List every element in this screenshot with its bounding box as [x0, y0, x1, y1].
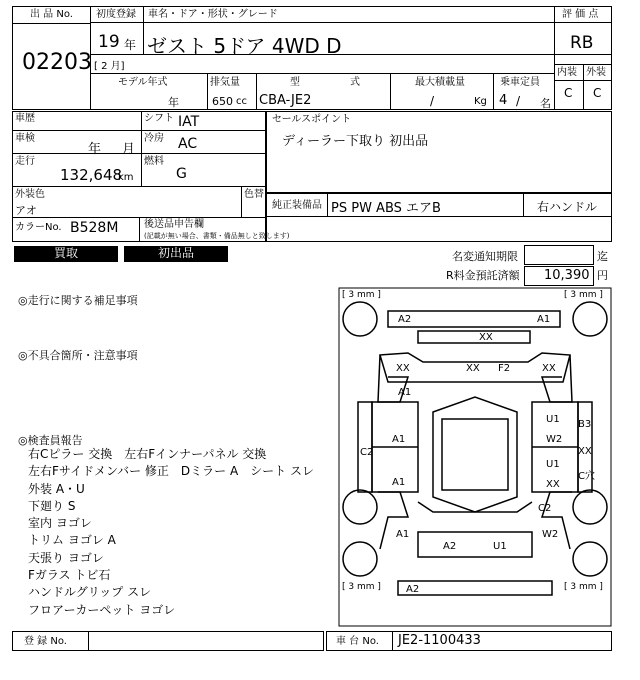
- first-registration-label: 初度登録: [96, 9, 136, 20]
- inspector-line: ハンドルグリップ スレ: [28, 585, 152, 600]
- registration-year: 19: [98, 32, 120, 52]
- damage-left-front-door: A1: [392, 434, 406, 445]
- inspection-month: 月: [122, 142, 136, 157]
- inspector-line: 下廻り S: [28, 498, 76, 513]
- defects-title: ◎不具合箇所・注意事項: [18, 349, 138, 362]
- damage-door-front-right-b: W2: [546, 434, 563, 445]
- transfer-deadline-label: 名変通知期限: [452, 250, 518, 263]
- interior-grade: C: [564, 86, 573, 100]
- steering-side: 右ハンドル: [537, 200, 598, 214]
- shift-label: シフト: [144, 113, 174, 124]
- equipment-label: 純正装備品: [272, 200, 322, 211]
- model-year-unit: 年: [168, 96, 179, 109]
- damage-quarter-right: C2: [538, 503, 552, 514]
- color-change-label: 色替: [244, 189, 264, 200]
- damage-rocker-right-top: XX: [578, 446, 592, 457]
- tire-depth-bottom-left: [ 3 mm ]: [342, 582, 381, 592]
- damage-door-front-right: U1: [546, 414, 560, 425]
- aftermarket-box: [266, 217, 612, 242]
- model-label-1: 型: [290, 77, 300, 88]
- car-description-label: 車名・ドア・形状・グレード: [148, 9, 278, 20]
- tire-depth-bottom-right: [ 3 mm ]: [564, 582, 603, 592]
- capacity-label: 乗車定員: [500, 77, 540, 88]
- damage-door-rear-right: U1: [546, 459, 560, 470]
- displacement-label: 排気量: [210, 77, 240, 88]
- supplement-title: ◎走行に関する補足事項: [18, 294, 138, 307]
- registration-month: [ 2 月]: [94, 61, 125, 72]
- purchase-badge: 買取: [14, 246, 118, 262]
- inspector-line: 室内 ヨゴレ: [28, 516, 92, 531]
- inspector-line: フロアーカーペット ヨゴレ: [28, 602, 176, 617]
- max-load-label: 最大積載量: [415, 77, 465, 88]
- max-load-slash: /: [430, 94, 435, 108]
- tire-depth-top-left: [ 3 mm ]: [342, 290, 381, 300]
- equipment-list: PS PW ABS エアB: [331, 201, 441, 216]
- damage-front-bumper-left: A2: [398, 314, 412, 325]
- model-label-2: 式: [350, 77, 360, 88]
- tire-depth-top-right: [ 3 mm ]: [564, 290, 603, 300]
- exterior-grade: C: [593, 86, 602, 100]
- color-no-value: B528M: [70, 220, 119, 236]
- mileage-unit: km: [118, 172, 134, 183]
- damage-rear-a2: A2: [443, 541, 457, 552]
- damage-hood-center: XX: [466, 363, 480, 374]
- mileage-label: 走行: [15, 156, 35, 167]
- interior-label: 内装: [557, 67, 577, 78]
- inspector-line: 天張り ヨゴレ: [28, 550, 104, 565]
- shift-value: IAT: [178, 114, 200, 130]
- sales-point-label: セールスポイント: [272, 114, 352, 125]
- recycle-fee-value: 10,390: [544, 268, 590, 283]
- transfer-deadline-box: [524, 245, 594, 265]
- registration-year-unit: 年: [124, 38, 137, 52]
- chassis-no-label: 車 台 No.: [336, 636, 379, 647]
- ac-label: 冷房: [144, 133, 164, 144]
- inspection-year: 年: [88, 142, 102, 157]
- damage-quarter-left: A1: [396, 529, 410, 540]
- damage-left-side: C2: [360, 447, 374, 458]
- exterior-label: 外装: [586, 67, 606, 78]
- exterior-color-label: 外装色: [15, 189, 45, 200]
- recycle-fee-unit: 円: [597, 269, 608, 282]
- aftermarket-label: 後送品申告欄: [144, 219, 204, 230]
- displacement-unit: cc: [236, 96, 247, 107]
- inspector-line: 右Cピラー 交換 左右Fインナーパネル 交換: [28, 447, 267, 461]
- model-year-label: モデル年式: [118, 77, 168, 88]
- damage-door-rear-right-b: XX: [546, 479, 560, 490]
- exterior-color-value: アオ: [15, 204, 37, 217]
- damage-fender-right: XX: [542, 363, 556, 374]
- mileage-value: 132,648: [60, 166, 123, 184]
- inspector-title: ◎検査員報告: [18, 434, 83, 447]
- damage-quarter-right-b: W2: [542, 529, 559, 540]
- fuel-value: G: [176, 166, 187, 182]
- damage-rear-u1: U1: [493, 541, 507, 552]
- recycle-fee-label: R料金預託済額: [446, 269, 520, 282]
- damage-front-bumper-right: A1: [537, 314, 551, 325]
- inspector-line: Fガラス トビ石: [28, 568, 111, 583]
- damage-rear-bumper: A2: [406, 584, 420, 595]
- rating-label: 評 価 点: [562, 9, 599, 20]
- color-no-label: カラーNo.: [15, 222, 62, 233]
- inspector-report-list: [28, 446, 314, 619]
- lot-number: 02203: [22, 50, 92, 75]
- inspector-line: 左右Fサイドメンバー 修正 Dミラー A シート スレ: [28, 464, 314, 479]
- damage-hood-right: F2: [498, 363, 511, 374]
- fuel-label: 燃料: [144, 156, 164, 167]
- max-load-unit: Kg: [474, 96, 487, 107]
- capacity-value: 4: [499, 93, 508, 108]
- inspection-label: 車検: [15, 133, 35, 144]
- capacity-slash: /: [516, 94, 521, 108]
- damage-pillar-c-right: C穴: [578, 471, 595, 482]
- sales-point-text: ディーラー下取り 初出品: [282, 134, 429, 149]
- model-code: CBA-JE2: [259, 93, 312, 108]
- overall-rating: RB: [570, 33, 594, 53]
- registration-no-label: 登 録 No.: [24, 636, 67, 647]
- damage-left-rear-door: A1: [392, 477, 406, 488]
- transfer-deadline-unit: 迄: [597, 250, 608, 263]
- first-listing-badge: 初出品: [124, 246, 228, 262]
- aftermarket-note: (記載が無い場合、書類・備品無しと致します): [144, 232, 290, 240]
- car-damage-diagram: [338, 287, 612, 627]
- ac-value: AC: [178, 136, 198, 152]
- chassis-no-value: JE2-1100433: [398, 633, 481, 648]
- damage-grille: XX: [479, 332, 493, 343]
- displacement-value: 650: [212, 95, 233, 108]
- damage-pillar-right: B3: [578, 419, 592, 430]
- car-name: ゼスト 5ドア 4WD D: [147, 34, 342, 58]
- capacity-unit: 名: [540, 97, 551, 110]
- lot-label: 出 品 No.: [30, 9, 73, 20]
- damage-hood-left: XX: [396, 363, 410, 374]
- inspector-line: トリム ヨゴレ A: [28, 533, 116, 548]
- inspector-line: 外装 A・U: [28, 481, 85, 496]
- history-label: 車歴: [15, 113, 35, 124]
- damage-fender-left: A1: [398, 387, 412, 398]
